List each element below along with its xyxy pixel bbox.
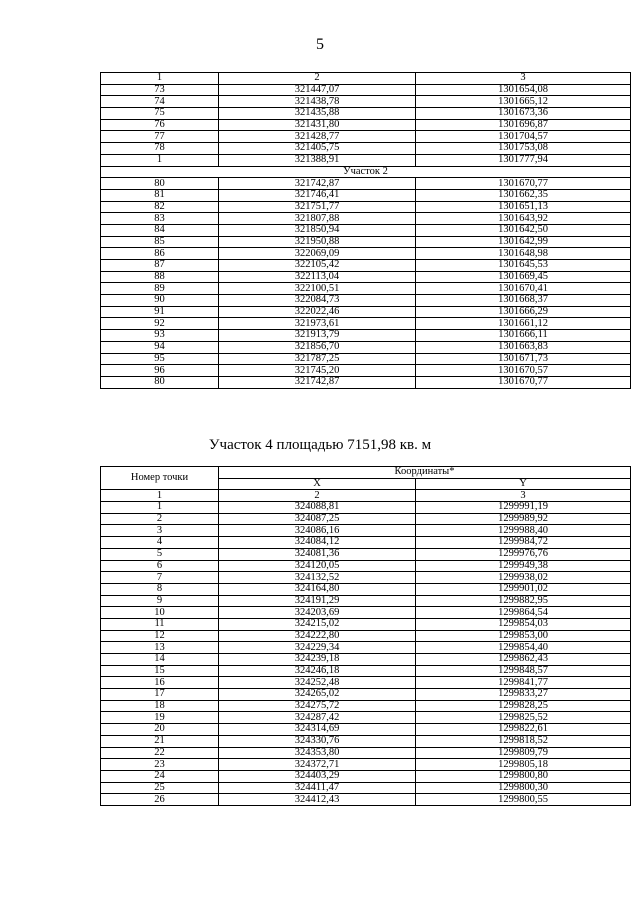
table-row (101, 735, 631, 747)
x-coordinate-cell: 321850,94 (219, 224, 416, 236)
x-header: X (219, 478, 416, 490)
x-coordinate-cell: 324229,34 (219, 642, 416, 654)
x-coordinate-cell: 324252,48 (219, 677, 416, 689)
point-number-cell: 3 (101, 525, 219, 537)
table-row (101, 330, 631, 342)
point-number-cell: 91 (101, 306, 219, 318)
point-number-cell: 22 (101, 747, 219, 759)
point-number-cell: 7 (101, 572, 219, 584)
x-coordinate-cell: 321438,78 (219, 96, 416, 108)
table-row (101, 583, 631, 595)
x-coordinate-cell: 324287,42 (219, 712, 416, 724)
table-row (101, 353, 631, 365)
table-row (101, 271, 631, 283)
point-number-cell: 2 (101, 513, 219, 525)
table-row (101, 189, 631, 201)
point-number-cell: 19 (101, 712, 219, 724)
point-number-cell: 96 (101, 365, 219, 377)
y-coordinate-cell: 1301642,50 (416, 224, 631, 236)
point-number-cell: 23 (101, 759, 219, 771)
point-number-cell: 90 (101, 295, 219, 307)
table-row (101, 119, 631, 131)
y-coordinate-cell: 1299825,52 (416, 712, 631, 724)
y-header: Y (416, 478, 631, 490)
table-row (101, 770, 631, 782)
y-coordinate-cell: 1299805,18 (416, 759, 631, 771)
y-coordinate-cell: 1299828,25 (416, 700, 631, 712)
column-number-row (101, 490, 631, 502)
y-coordinate-cell: 1301642,99 (416, 236, 631, 248)
y-coordinate-cell: 1301704,57 (416, 131, 631, 143)
table-row (101, 700, 631, 712)
x-coordinate-cell: 322113,04 (219, 271, 416, 283)
point-number-cell: 89 (101, 283, 219, 295)
y-coordinate-cell: 1299841,77 (416, 677, 631, 689)
table-row (101, 724, 631, 736)
column-number: 1 (101, 490, 219, 502)
table-row (101, 560, 631, 572)
x-coordinate-cell: 324164,80 (219, 583, 416, 595)
point-number-cell: 88 (101, 271, 219, 283)
x-coordinate-cell: 324191,29 (219, 595, 416, 607)
x-coordinate-cell: 321746,41 (219, 189, 416, 201)
table-row (101, 84, 631, 96)
y-coordinate-cell: 1301753,08 (416, 143, 631, 155)
section-label: Участок 2 (101, 166, 631, 178)
point-number-cell: 12 (101, 630, 219, 642)
table-row (101, 642, 631, 654)
point-number-cell: 95 (101, 353, 219, 365)
table-row (101, 782, 631, 794)
table-row (101, 607, 631, 619)
column-number: 2 (219, 490, 416, 502)
table-row (101, 525, 631, 537)
y-coordinate-cell: 1301670,77 (416, 178, 631, 190)
table-row (101, 654, 631, 666)
point-number-cell: 78 (101, 143, 219, 155)
page-number: 5 (316, 36, 324, 53)
table-row (101, 376, 631, 388)
x-coordinate-cell: 324412,43 (219, 794, 416, 806)
y-coordinate-cell: 1299800,80 (416, 770, 631, 782)
header-row (101, 467, 631, 479)
y-coordinate-cell: 1299833,27 (416, 689, 631, 701)
y-coordinate-cell: 1301669,45 (416, 271, 631, 283)
section-title: Участок 4 площадью 7151,98 кв. м (208, 437, 432, 453)
point-number-cell: 84 (101, 224, 219, 236)
x-coordinate-cell: 324239,18 (219, 654, 416, 666)
x-coordinate-cell: 324330,76 (219, 735, 416, 747)
table-row (101, 677, 631, 689)
y-coordinate-cell: 1299854,03 (416, 618, 631, 630)
point-number-cell: 13 (101, 642, 219, 654)
x-coordinate-cell: 324222,80 (219, 630, 416, 642)
table-row (101, 365, 631, 377)
y-coordinate-cell: 1299848,57 (416, 665, 631, 677)
y-coordinate-cell: 1301643,92 (416, 213, 631, 225)
table-row (101, 96, 631, 108)
x-coordinate-cell: 322069,09 (219, 248, 416, 260)
point-number-cell: 5 (101, 548, 219, 560)
x-coordinate-cell: 324203,69 (219, 607, 416, 619)
y-coordinate-cell: 1301777,94 (416, 154, 631, 166)
x-coordinate-cell: 324372,71 (219, 759, 416, 771)
column-number: 1 (101, 73, 219, 85)
x-coordinate-cell: 324087,25 (219, 513, 416, 525)
y-coordinate-cell: 1299901,02 (416, 583, 631, 595)
y-coordinate-cell: 1299984,72 (416, 537, 631, 549)
x-coordinate-cell: 324088,81 (219, 502, 416, 514)
point-number-cell: 14 (101, 654, 219, 666)
table-row (101, 537, 631, 549)
table-row (101, 502, 631, 514)
point-number-cell: 1 (101, 154, 219, 166)
x-coordinate-cell: 324403,29 (219, 770, 416, 782)
table-row (101, 295, 631, 307)
table-row (101, 318, 631, 330)
x-coordinate-cell: 321428,77 (219, 131, 416, 143)
coordinates-table-continued (100, 72, 631, 389)
y-coordinate-cell: 1301661,12 (416, 318, 631, 330)
y-coordinate-cell: 1301654,08 (416, 84, 631, 96)
table-row (101, 260, 631, 272)
y-coordinate-cell: 1299809,79 (416, 747, 631, 759)
table-row (101, 595, 631, 607)
y-coordinate-cell: 1301670,77 (416, 376, 631, 388)
table-row (101, 108, 631, 120)
table-row (101, 572, 631, 584)
y-coordinate-cell: 1299853,00 (416, 630, 631, 642)
column-number: 2 (219, 73, 416, 85)
table-row (101, 178, 631, 190)
point-number-cell: 10 (101, 607, 219, 619)
y-coordinate-cell: 1301662,35 (416, 189, 631, 201)
table-row (101, 213, 631, 225)
y-coordinate-cell: 1301668,37 (416, 295, 631, 307)
section-row (101, 166, 631, 178)
x-coordinate-cell: 324265,02 (219, 689, 416, 701)
point-number-cell: 1 (101, 502, 219, 514)
point-number-cell: 87 (101, 260, 219, 272)
point-number-cell: 93 (101, 330, 219, 342)
point-number-cell: 18 (101, 700, 219, 712)
point-number-cell: 9 (101, 595, 219, 607)
x-coordinate-cell: 321447,07 (219, 84, 416, 96)
point-number-cell: 77 (101, 131, 219, 143)
table-row (101, 131, 631, 143)
x-coordinate-cell: 324411,47 (219, 782, 416, 794)
x-coordinate-cell: 321435,88 (219, 108, 416, 120)
y-coordinate-cell: 1301670,57 (416, 365, 631, 377)
x-coordinate-cell: 321745,20 (219, 365, 416, 377)
y-coordinate-cell: 1299882,95 (416, 595, 631, 607)
point-number-cell: 74 (101, 96, 219, 108)
table-row (101, 689, 631, 701)
table-row (101, 712, 631, 724)
y-coordinate-cell: 1299989,92 (416, 513, 631, 525)
point-number-cell: 15 (101, 665, 219, 677)
y-coordinate-cell: 1301666,29 (416, 306, 631, 318)
x-coordinate-cell: 321807,88 (219, 213, 416, 225)
point-number-cell: 94 (101, 341, 219, 353)
coordinates-header: Координаты* (219, 467, 631, 479)
x-coordinate-cell: 324084,12 (219, 537, 416, 549)
y-coordinate-cell: 1301665,12 (416, 96, 631, 108)
table-row (101, 759, 631, 771)
point-number-cell: 16 (101, 677, 219, 689)
point-number-cell: 20 (101, 724, 219, 736)
point-number-cell: 6 (101, 560, 219, 572)
table-row (101, 236, 631, 248)
point-number-cell: 81 (101, 189, 219, 201)
x-coordinate-cell: 321742,87 (219, 178, 416, 190)
y-coordinate-cell: 1299864,54 (416, 607, 631, 619)
y-coordinate-cell: 1301666,11 (416, 330, 631, 342)
x-coordinate-cell: 324081,36 (219, 548, 416, 560)
y-coordinate-cell: 1299800,30 (416, 782, 631, 794)
y-coordinate-cell: 1301673,36 (416, 108, 631, 120)
table-row (101, 201, 631, 213)
x-coordinate-cell: 324275,72 (219, 700, 416, 712)
table-row (101, 747, 631, 759)
point-number-cell: 86 (101, 248, 219, 260)
point-number-cell: 92 (101, 318, 219, 330)
y-coordinate-cell: 1301670,41 (416, 283, 631, 295)
x-coordinate-cell: 321742,87 (219, 376, 416, 388)
column-number: 3 (416, 490, 631, 502)
table-row (101, 154, 631, 166)
point-number-cell: 80 (101, 376, 219, 388)
x-coordinate-cell: 321913,79 (219, 330, 416, 342)
y-coordinate-cell: 1301671,73 (416, 353, 631, 365)
x-coordinate-cell: 324120,05 (219, 560, 416, 572)
y-coordinate-cell: 1299818,52 (416, 735, 631, 747)
point-number-cell: 73 (101, 84, 219, 96)
y-coordinate-cell: 1301645,53 (416, 260, 631, 272)
table-row (101, 794, 631, 806)
coordinates-table-section-4 (100, 466, 631, 806)
x-coordinate-cell: 321950,88 (219, 236, 416, 248)
y-coordinate-cell: 1301651,13 (416, 201, 631, 213)
table-row (101, 248, 631, 260)
column-number-row (101, 73, 631, 85)
table-row (101, 341, 631, 353)
point-number-cell: 80 (101, 178, 219, 190)
table-row (101, 306, 631, 318)
point-number-cell: 85 (101, 236, 219, 248)
x-coordinate-cell: 324353,80 (219, 747, 416, 759)
x-coordinate-cell: 321856,70 (219, 341, 416, 353)
x-coordinate-cell: 322105,42 (219, 260, 416, 272)
x-coordinate-cell: 321431,80 (219, 119, 416, 131)
y-coordinate-cell: 1299988,40 (416, 525, 631, 537)
point-number-cell: 75 (101, 108, 219, 120)
x-coordinate-cell: 324132,52 (219, 572, 416, 584)
table-row (101, 618, 631, 630)
y-coordinate-cell: 1299976,76 (416, 548, 631, 560)
y-coordinate-cell: 1301696,87 (416, 119, 631, 131)
table-row (101, 665, 631, 677)
y-coordinate-cell: 1299854,40 (416, 642, 631, 654)
y-coordinate-cell: 1299862,43 (416, 654, 631, 666)
y-coordinate-cell: 1299800,55 (416, 794, 631, 806)
x-coordinate-cell: 324086,16 (219, 525, 416, 537)
x-coordinate-cell: 322022,46 (219, 306, 416, 318)
point-number-cell: 82 (101, 201, 219, 213)
table-row (101, 143, 631, 155)
y-coordinate-cell: 1299822,61 (416, 724, 631, 736)
x-coordinate-cell: 322100,51 (219, 283, 416, 295)
table-row (101, 283, 631, 295)
point-number-cell: 11 (101, 618, 219, 630)
x-coordinate-cell: 324314,69 (219, 724, 416, 736)
x-coordinate-cell: 321388,91 (219, 154, 416, 166)
point-number-cell: 25 (101, 782, 219, 794)
table-row (101, 630, 631, 642)
x-coordinate-cell: 324215,02 (219, 618, 416, 630)
y-coordinate-cell: 1301648,98 (416, 248, 631, 260)
point-number-cell: 83 (101, 213, 219, 225)
column-number: 3 (416, 73, 631, 85)
point-number-cell: 24 (101, 770, 219, 782)
point-number-cell: 17 (101, 689, 219, 701)
table-row (101, 513, 631, 525)
point-number-header: Номер точки (101, 467, 219, 490)
point-number-cell: 8 (101, 583, 219, 595)
y-coordinate-cell: 1299938,02 (416, 572, 631, 584)
x-coordinate-cell: 322084,73 (219, 295, 416, 307)
point-number-cell: 26 (101, 794, 219, 806)
point-number-cell: 76 (101, 119, 219, 131)
table-row (101, 224, 631, 236)
y-coordinate-cell: 1301663,83 (416, 341, 631, 353)
x-coordinate-cell: 324246,18 (219, 665, 416, 677)
table-row (101, 548, 631, 560)
point-number-cell: 4 (101, 537, 219, 549)
x-coordinate-cell: 321973,61 (219, 318, 416, 330)
point-number-cell: 21 (101, 735, 219, 747)
x-coordinate-cell: 321751,77 (219, 201, 416, 213)
y-coordinate-cell: 1299991,19 (416, 502, 631, 514)
x-coordinate-cell: 321787,25 (219, 353, 416, 365)
y-coordinate-cell: 1299949,38 (416, 560, 631, 572)
x-coordinate-cell: 321405,75 (219, 143, 416, 155)
